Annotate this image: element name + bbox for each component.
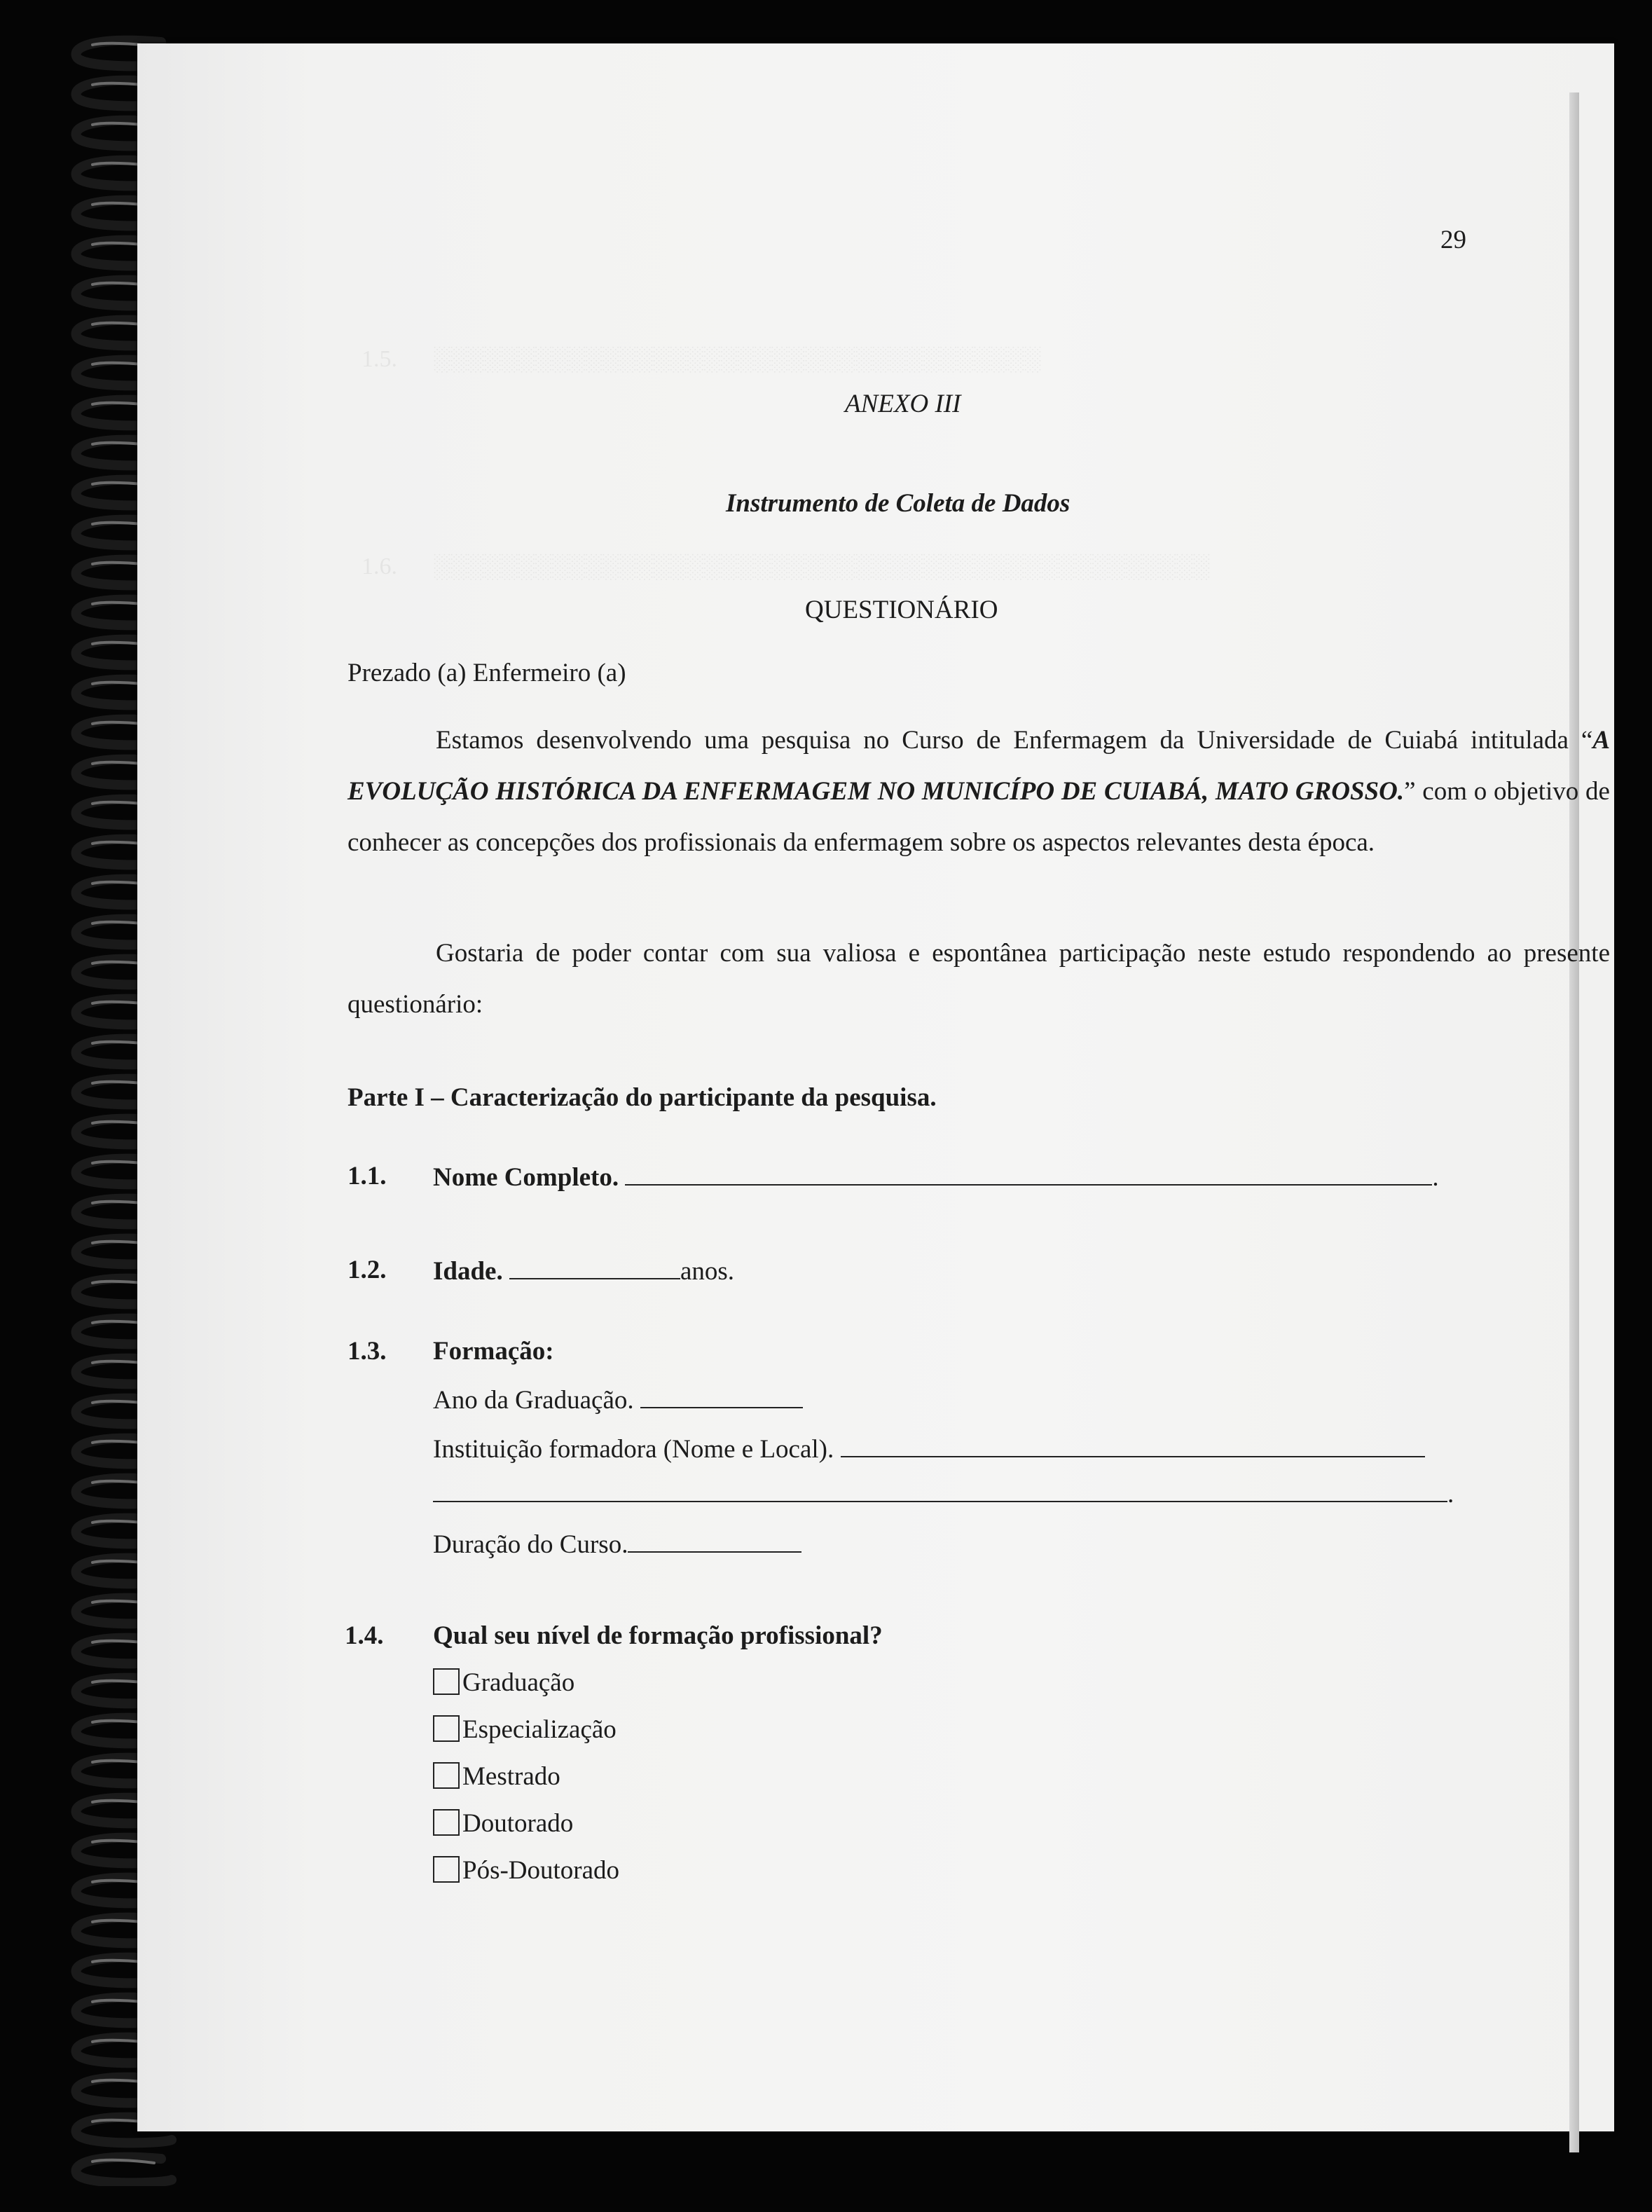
intro-text-before: Estamos desenvolvendo uma pesquisa no Curso de Enfermagem da Universidade de Cuiabá intitulada “ [436,726,1593,755]
question-number: 1.4. [345,1621,384,1650]
study-title: A EVOLUÇÃO HISTÓRICA DA ENFERMAGEM NO MUNICÍPO DE CUIABÁ, MATO GROSSO. [347,726,1610,806]
option-graduacao[interactable] [433,1668,574,1698]
checkbox[interactable] [433,1809,460,1836]
intro-paragraph [347,715,1610,868]
option-especializacao[interactable] [433,1715,617,1745]
checkbox[interactable] [433,1856,460,1883]
graduation-year-field[interactable] [640,1386,803,1408]
question-number: 1.2. [347,1256,387,1284]
name-field-row [433,1163,1439,1190]
name-field-end: . [1432,1163,1439,1192]
show-through-text: 1.6. ░░░░░░░░░░░░░░░░░░░░░░░░░░░░░░░░░░░░░░░░░░░░░░ [362,554,1210,579]
age-label: Idade. [433,1257,503,1286]
option-label: Mestrado [462,1762,560,1791]
option-label: Graduação [462,1668,575,1697]
graduation-year-row [433,1386,803,1413]
question-1-2 [347,1257,387,1283]
name-label: Nome Completo. [433,1163,619,1192]
checkbox[interactable] [433,1668,460,1695]
document-subtitle: Instrumento de Coleta de Dados [726,489,1071,518]
checkbox[interactable] [433,1762,460,1789]
page-number: 29 [1440,226,1466,254]
option-mestrado[interactable] [433,1761,560,1792]
institution-row [433,1435,1425,1462]
formation-label: Formação: [433,1337,554,1366]
greeting: Prezado (a) Enfermeiro (a) [347,659,626,687]
option-label: Doutorado [462,1809,574,1838]
duration-field[interactable] [628,1530,801,1553]
part1-title: Parte I – Caracterização do participante da pesquisa. [347,1083,937,1112]
duration-label: Duração do Curso. [433,1530,628,1559]
age-suffix: anos. [680,1257,735,1286]
question-1-3 [347,1338,387,1364]
question-1-4 [345,1623,384,1649]
option-label: Pós-Doutorado [462,1856,620,1885]
option-pos-doutorado[interactable] [433,1855,619,1885]
option-label: Especialização [462,1715,617,1744]
institution-row-2 [433,1480,1454,1507]
question-number: 1.1. [347,1162,387,1190]
institution-end: . [1447,1480,1454,1509]
question-number: 1.3. [347,1337,387,1366]
level-question: Qual seu nível de formação profissional? [433,1621,883,1650]
question-1-1 [347,1163,387,1189]
name-field[interactable] [625,1163,1432,1186]
graduation-year-label: Ano da Graduação. [433,1386,634,1415]
request-paragraph: Gostaria de poder contar com sua valiosa e espontânea participação neste estudo respondendo ao presente questionário: [347,939,1610,1019]
option-doutorado[interactable] [433,1808,573,1839]
age-field[interactable] [509,1257,680,1279]
age-field-row [433,1257,734,1284]
show-through-text: 1.5. ░░░░░░░░░░░░░░░░░░░░░░░░░░░░░░░░░░░░ [362,346,1041,372]
institution-field[interactable] [841,1435,1425,1457]
institution-label: Instituição formadora (Nome e Local). [433,1435,834,1464]
checkbox[interactable] [433,1715,460,1742]
duration-row [433,1530,801,1558]
intro-text-after: ” com o objetivo de conhecer as concepções dos profissionais da enfermagem sobre os aspectos relevantes desta época. [347,777,1610,857]
page-edge [1569,92,1579,2152]
questionnaire-heading: QUESTIONÁRIO [805,596,998,624]
annex-title: ANEXO III [845,390,961,418]
institution-field-line-2[interactable] [433,1480,1447,1502]
document-page [137,43,1614,2131]
